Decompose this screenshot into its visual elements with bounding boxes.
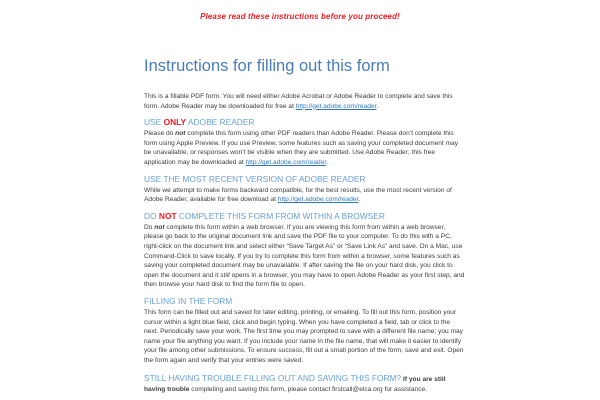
- intro-text-end: .: [376, 102, 379, 110]
- banner-warning: Please read these instructions before you proceed!: [200, 12, 400, 21]
- intro-paragraph: [144, 92, 466, 111]
- section-body: [144, 186, 466, 205]
- page-title: Instructions for filling out this form: [144, 57, 390, 75]
- section-heading: FILLING IN THE FORM: [144, 295, 233, 306]
- body-emphasis: not: [154, 223, 165, 231]
- body-text: completing and saving this form, please contact firstcall@elca.org for assistance.: [189, 386, 428, 394]
- heading-text: DO: [144, 210, 159, 221]
- heading-text: USE: [144, 117, 164, 128]
- body-text: Please do: [144, 130, 176, 138]
- inline-section-heading: STILL HAVING TROUBLE FILLING OUT AND SAVING THIS FORM?: [144, 373, 402, 384]
- section-no-browser: [144, 211, 466, 290]
- section-body: [144, 223, 466, 290]
- body-bold: If you are still having trouble: [144, 376, 446, 394]
- section-body: [144, 129, 466, 167]
- body-text: While we attempt to make forms backward compatible, for the best results, use the most recent version of Adobe Reader, available for free download at: [144, 186, 452, 204]
- document-content: [144, 0, 466, 395]
- adobe-reader-link[interactable]: http://get.adobe.com/reader: [295, 102, 377, 110]
- section-use-only-adobe-reader: [144, 117, 466, 167]
- body-text: opens in a browser, you may have to open Adobe Reader as your first step, and then browse your hard disk to find the form file to open.: [144, 271, 465, 289]
- intro-text: This is a fillable PDF form. You will need either Adobe Acrobat or Adobe Reader to complete and save this form. Adobe Reader may be downloaded for free at: [144, 93, 453, 110]
- heading-text: COMPLETE THIS FORM FROM WITHIN A BROWSER: [176, 210, 385, 221]
- section-most-recent-version: [144, 174, 466, 205]
- body-text: complete this form using other PDF readers than Adobe Reader. Please don’t complete this form using Apple Preview. If you use Preview, some features such as saving your completed document may be unavailable, or responses won’t be visible when they are submitted. Use Adobe Reader; this free application may be downloaded at: [144, 130, 459, 166]
- adobe-reader-link[interactable]: http://get.adobe.com/reader: [277, 196, 359, 204]
- section-heading: [144, 211, 466, 221]
- heading-text: ADOBE READER: [186, 117, 255, 128]
- section-filling-in-the-form: [144, 296, 466, 366]
- section-body: This form can be filled out and saved for later editing, printing, or emailing. To fill out this form, position your cursor within a light blue field, click and begin typing. When you have completed a field, tab or click to the next. Periodically save your work. The first time you may prompted to save with a different file name; you may name your file anything you want. If you include your name in the file name, that will make it easier to identify your file among other submissions. To ensure success, fill out a small portion of the form, save and exit. Open the form again and verify that your entries were saved.: [144, 308, 464, 364]
- body-italic: still: [220, 271, 230, 279]
- section-still-having-trouble: [144, 373, 466, 395]
- body-emphasis: not: [175, 130, 186, 138]
- section-heading: [144, 117, 466, 127]
- body-text: .: [326, 158, 329, 166]
- heading-emphasis-red: ONLY: [163, 117, 187, 128]
- heading-emphasis-red: NOT: [158, 210, 177, 221]
- body-text: .: [358, 196, 361, 204]
- adobe-reader-link[interactable]: http://get.adobe.com/reader: [245, 158, 327, 166]
- section-heading: USE THE MOST RECENT VERSION OF ADOBE READER: [144, 173, 366, 184]
- body-text: Do: [144, 223, 155, 231]
- body-text: complete this form within a web browser. If you are viewing this form from within a web browser, please go back to the original document link and save the PDF file to your computer. To do this with a PC, right-click on the document link and select either “Save Target As” or “Save Link As” and save. On a Mac, use Command-Click to save locally. If you try to complete this form from within a browser, some features such as saving your completed document may be unavailable. If after saving the file on your hard disk, you click to open the document and it: [144, 223, 463, 279]
